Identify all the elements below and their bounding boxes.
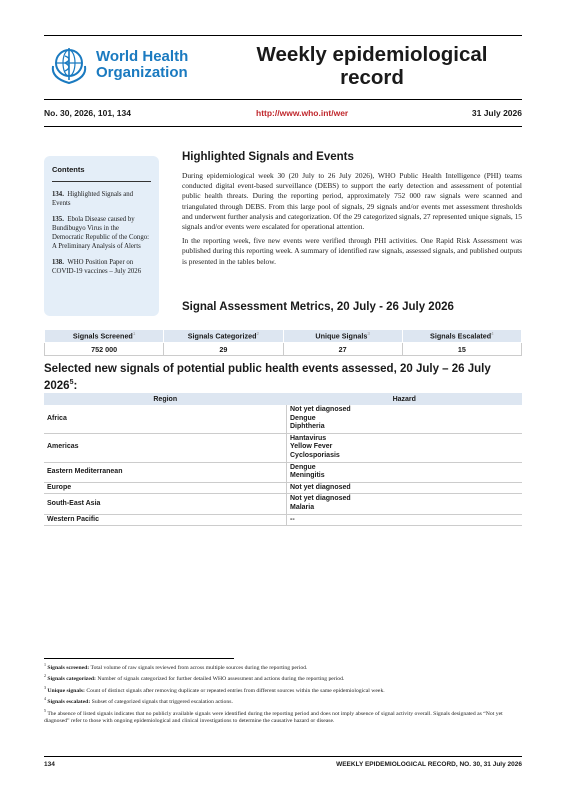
masthead-title: [222, 43, 522, 89]
footnote-item: [44, 695, 522, 706]
org-name-line2: Organization: [96, 64, 188, 81]
hazard-cell: [287, 405, 523, 433]
contents-title: Contents: [52, 165, 151, 182]
footnote-text: Count of distinct signals after removing duplicate or repeated entries from different sources within the same epidemiological week.: [84, 687, 385, 694]
page-footer: [44, 756, 522, 771]
hazard-cell: [287, 462, 523, 482]
hazard-column-header: Hazard: [287, 393, 523, 405]
metrics-title: Signal Assessment Metrics, 20 July - 26 July 2026: [182, 301, 454, 313]
footnote-text: Total volume of raw signals reviewed from across multiple sources during the reporting period.: [89, 664, 308, 671]
page-number: 134: [44, 761, 55, 768]
metrics-header-cell: [164, 330, 283, 343]
metrics-header-row: [45, 330, 522, 343]
hazard-item: --: [290, 515, 295, 523]
table-row: [44, 482, 522, 494]
region-cell: Europe: [44, 482, 287, 494]
metrics-header-label: Signals Screened: [72, 331, 133, 341]
contents-item-number: 135.: [52, 216, 64, 223]
hazard-item: Dengue: [290, 414, 316, 422]
signals-header-row: [44, 393, 522, 405]
hazard-item: Diphtheria: [290, 423, 325, 431]
who-wordmark: [96, 49, 188, 81]
contents-item[interactable]: [52, 190, 151, 208]
table-row: [44, 514, 522, 526]
metrics-value-cell: 29: [164, 343, 283, 356]
metrics-header-label: Unique Signals: [315, 331, 368, 341]
contents-item-number: 134.: [52, 191, 64, 198]
footnote-number: 3: [44, 684, 46, 690]
who-logo: [48, 42, 208, 88]
issue-date: 31 July 2026: [471, 108, 522, 118]
metrics-header-label: Signals Categorized: [187, 331, 257, 341]
metrics-table: [44, 329, 522, 356]
metrics-value-cell: 752 000: [45, 343, 164, 356]
footnote-number: 4: [44, 696, 46, 702]
body-text: [182, 171, 522, 271]
hazard-item: Meningitis: [290, 472, 325, 480]
issue-bar: [44, 99, 522, 127]
contents-item-text: WHO Position Paper on COVID-19 vaccines – July 2026: [52, 259, 142, 275]
hazard-cell: [287, 514, 523, 526]
signals-table: [44, 393, 522, 526]
metrics-footnote-ref: 2: [256, 331, 259, 337]
footnote-term: Signals categorized:: [47, 676, 96, 683]
footnote-item: [44, 661, 522, 672]
footnote-number: 5: [44, 707, 46, 713]
footnote-item: [44, 672, 522, 683]
region-cell: Western Pacific: [44, 514, 287, 526]
contents-item-number: 138.: [52, 259, 64, 266]
hazard-item: Not yet diagnosed: [290, 483, 351, 491]
metrics-value-cell: 15: [402, 343, 521, 356]
metrics-value-row: [45, 343, 522, 356]
table-row: [44, 494, 522, 514]
footnote-term: Unique signals:: [47, 687, 85, 694]
signals-title-text: Selected new signals of potential public health events assessed, 20 July – 26 July 2026: [44, 363, 491, 392]
contents-list: [52, 190, 151, 276]
metrics-header-cell: [45, 330, 164, 343]
signals-title-suffix: :: [73, 379, 78, 392]
masthead-line2: record: [340, 66, 404, 89]
table-row: [44, 405, 522, 433]
footnote-term: Signals escalated:: [47, 699, 91, 706]
running-title: WEEKLY EPIDEMIOLOGICAL RECORD, NO. 30, 31 July 2026: [336, 761, 522, 768]
region-cell: Eastern Mediterranean: [44, 462, 287, 482]
footnote-item: [44, 707, 522, 726]
footnote-rule: [44, 658, 234, 659]
hazard-item: Not yet diagnosed: [290, 495, 351, 503]
footnote-term: Signals screened:: [47, 664, 90, 671]
top-rule: [44, 35, 522, 36]
footnote-item: [44, 684, 522, 695]
hazard-item: Hantavirus: [290, 434, 327, 442]
region-cell: South-East Asia: [44, 494, 287, 514]
footnotes: [44, 661, 522, 726]
signals-title: [44, 362, 522, 393]
website-link[interactable]: http://www.who.int/wer: [256, 108, 349, 118]
hazard-item: Not yet diagnosed: [290, 406, 351, 413]
signals-body: [44, 405, 522, 526]
contents-item-text: Highlighted Signals and Events: [52, 191, 134, 207]
table-row: [44, 433, 522, 462]
table-row: [44, 462, 522, 482]
org-name-line1: World Health: [96, 48, 189, 65]
region-cell: Africa: [44, 405, 287, 433]
section-title: Highlighted Signals and Events: [182, 151, 354, 163]
footnote-text: Number of signals categorized for further detailed WHO assessment and actions during the reporting period.: [95, 676, 345, 683]
footnote-text: The absence of listed signals indicates that no publicly available signals were identified during the reporting period and does not imply absence of signal activity overall. Signals designated as “Not yet diagnosed” refer to those with ongoing epidemiological and clinical investigations to determine the causative hazard or disease.: [44, 710, 503, 725]
hazard-cell: [287, 433, 523, 462]
region-cell: Americas: [44, 433, 287, 462]
issue-number: No. 30, 2026, 101, 134: [44, 108, 131, 118]
paragraph-1: During epidemiological week 30 (20 July to 26 July 2026), WHO Public Health Intelligence (PHI) teams conducted digital event-based surveillance (DEBS) to support the early detection and assessment of potential public health threats. During the reporting period, approximately 752 000 raw signals were scanned and triangulated through DEBS. From this large pool of signals, 29 signals and/or events met assessment thresholds and underwent further analysis and categorization. Of the 29 categorized signals, 27 represented unique signals, 15 signals and/or events were escalated for operational attention.: [182, 171, 522, 232]
metrics-footnote-ref: 4: [491, 331, 494, 337]
hazard-item: Cyclosporiasis: [290, 451, 340, 459]
region-column-header: Region: [44, 393, 287, 405]
who-emblem-icon: [48, 44, 90, 86]
metrics-footnote-ref: 1: [132, 331, 136, 337]
paragraph-2: In the reporting week, five new events were verified through PHI activities. One Rapid Risk Assessment was published during this reporting week. A summary of identified raw signals, assessed signals, and published outputs is presented in the tables below.: [182, 236, 522, 266]
contents-item[interactable]: [52, 258, 151, 276]
metrics-header-cell: [402, 330, 521, 343]
metrics-header-label: Signals Escalated: [430, 331, 492, 341]
contents-box: [44, 156, 159, 316]
footnote-text: Subset of categorized signals that triggered escalation actions.: [90, 699, 233, 706]
hazard-item: Yellow Fever: [290, 443, 333, 451]
metrics-value-cell: 27: [283, 343, 402, 356]
metrics-footnote-ref: 3: [367, 331, 370, 337]
hazard-cell: [287, 482, 523, 494]
masthead-line1: Weekly epidemiological: [256, 43, 488, 66]
hazard-item: Dengue: [290, 463, 316, 471]
footnote-number: 1: [44, 662, 46, 667]
signals-title-footnote-ref: 5: [69, 379, 74, 386]
hazard-cell: [287, 494, 523, 514]
metrics-header-cell: [283, 330, 402, 343]
footnote-number: 2: [44, 673, 46, 679]
contents-item-text: Ebola Disease caused by Bundibugyo Virus in the Democratic Republic of the Congo: A Preliminary Analysis of Alerts: [52, 216, 150, 250]
contents-item[interactable]: [52, 215, 151, 251]
hazard-item: Malaria: [290, 503, 315, 511]
